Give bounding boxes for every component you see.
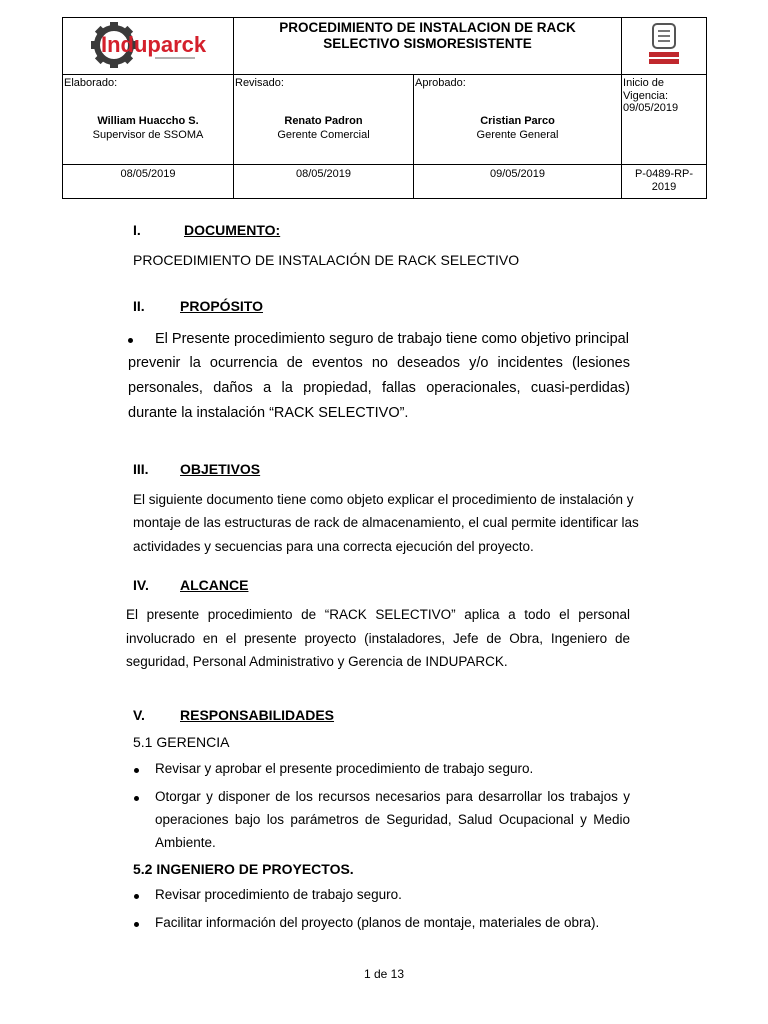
scope-line: El presente procedimiento de “RACK SELECTIVO” aplica a todo el personal [126,607,630,622]
vigencia-label-2: Vigencia: [623,89,669,102]
induparck-logo [63,18,233,71]
title-line-1: PROCEDIMIENTO DE INSTALACION DE RACK [279,20,576,35]
bullet-icon [134,922,139,927]
date-aprobado: 09/05/2019 [414,165,622,199]
certification-logo-cell [622,18,707,75]
logo-cell [63,18,234,75]
section-5-title: RESPONSABILIDADES [180,707,335,723]
vigencia-date: 09/05/2019 [623,102,679,114]
responsibility-item: Otorgar y disponer de los recursos necesarios para desarrollar los trabajos y [155,789,630,804]
bullet-icon [134,894,139,899]
purpose-line: personales, daños a la propiedad, fallas operacionales, cuasi-perdidas) [128,380,630,396]
purpose-line: durante la instalación “RACK SELECTIVO”. [128,405,409,421]
code-line-1: P-0489-RP- [634,168,694,180]
signature-elaborado [63,75,234,165]
objectives-line: montaje de las estructuras de rack de almacenamiento, el cual permite identificar las [133,515,639,530]
section-1-text: PROCEDIMIENTO DE INSTALACIÓN DE RACK SELECTIVO [133,252,520,268]
subsection-5-2-title: 5.2 INGENIERO DE PROYECTOS. [133,861,354,877]
section-1-title: DOCUMENTO: [184,222,281,238]
section-4-number: IV. [133,577,149,593]
vigencia-cell [622,75,707,165]
scope-line: involucrado en el presente proyecto (instaladores, Jefe de Obra, Ingeniero de [126,631,630,646]
bullet-icon [128,338,133,343]
signature-name: Renato Padron [284,115,363,127]
subsection-5-1-title: 5.1 GERENCIA [133,734,230,750]
signature-label: Revisado: [235,77,284,89]
responsibility-item: Revisar procedimiento de trabajo seguro. [155,887,402,902]
signature-role: Gerente General [476,129,559,141]
signature-role: Supervisor de SSOMA [92,129,204,141]
signature-revisado [234,75,414,165]
purpose-line: El Presente procedimiento seguro de trabajo tiene como objetivo principal [155,331,629,347]
responsibility-item-cont: operaciones bajo los parámetros de Seguridad, Salud Ocupacional y Medio [155,812,630,827]
document-title [234,18,622,75]
document-header-table [62,17,707,199]
signature-role: Gerente Comercial [277,129,370,141]
vigencia-label-1: Inicio de [623,77,664,89]
section-2-title: PROPÓSITO [180,298,263,314]
signature-name: Cristian Parco [480,115,555,127]
responsibility-item: Revisar y aprobar el presente procedimiento de trabajo seguro. [155,761,534,776]
section-3-number: III. [133,461,149,477]
signature-label: Elaborado: [64,77,118,89]
bureau-veritas-logo [644,23,684,67]
title-line-2: SELECTIVO SISMORESISTENTE [323,36,532,51]
signature-label: Aprobado: [415,77,466,89]
section-2-number: II. [133,298,145,314]
date-elaborado: 08/05/2019 [63,165,234,199]
scope-line: seguridad, Personal Administrativo y Gerencia de INDUPARCK. [126,654,508,669]
section-5-number: V. [133,707,145,723]
responsibility-item-cont: Ambiente. [155,835,216,850]
bullet-icon [134,796,139,801]
purpose-line: prevenir la ocurrencia de eventos no deseados y/o incidentes (lesiones [128,355,630,371]
code-line-2: 2019 [651,180,677,193]
logo-text: Induparck [101,32,207,57]
section-1-number: I. [133,222,141,238]
date-revisado: 08/05/2019 [234,165,414,199]
objectives-line: actividades y secuencias para una correcta ejecución del proyecto. [133,539,534,554]
section-4-title: ALCANCE [180,577,249,593]
bullet-icon [134,768,139,773]
page-number: 1 de 13 [363,967,405,981]
document-code [622,165,707,199]
signature-name: William Huaccho S. [97,115,199,127]
section-3-title: OBJETIVOS [180,461,261,477]
signature-aprobado [414,75,622,165]
objectives-line: El siguiente documento tiene como objeto explicar el procedimiento de instalación y [133,492,634,507]
responsibility-item: Facilitar información del proyecto (planos de montaje, materiales de obra). [155,915,600,930]
